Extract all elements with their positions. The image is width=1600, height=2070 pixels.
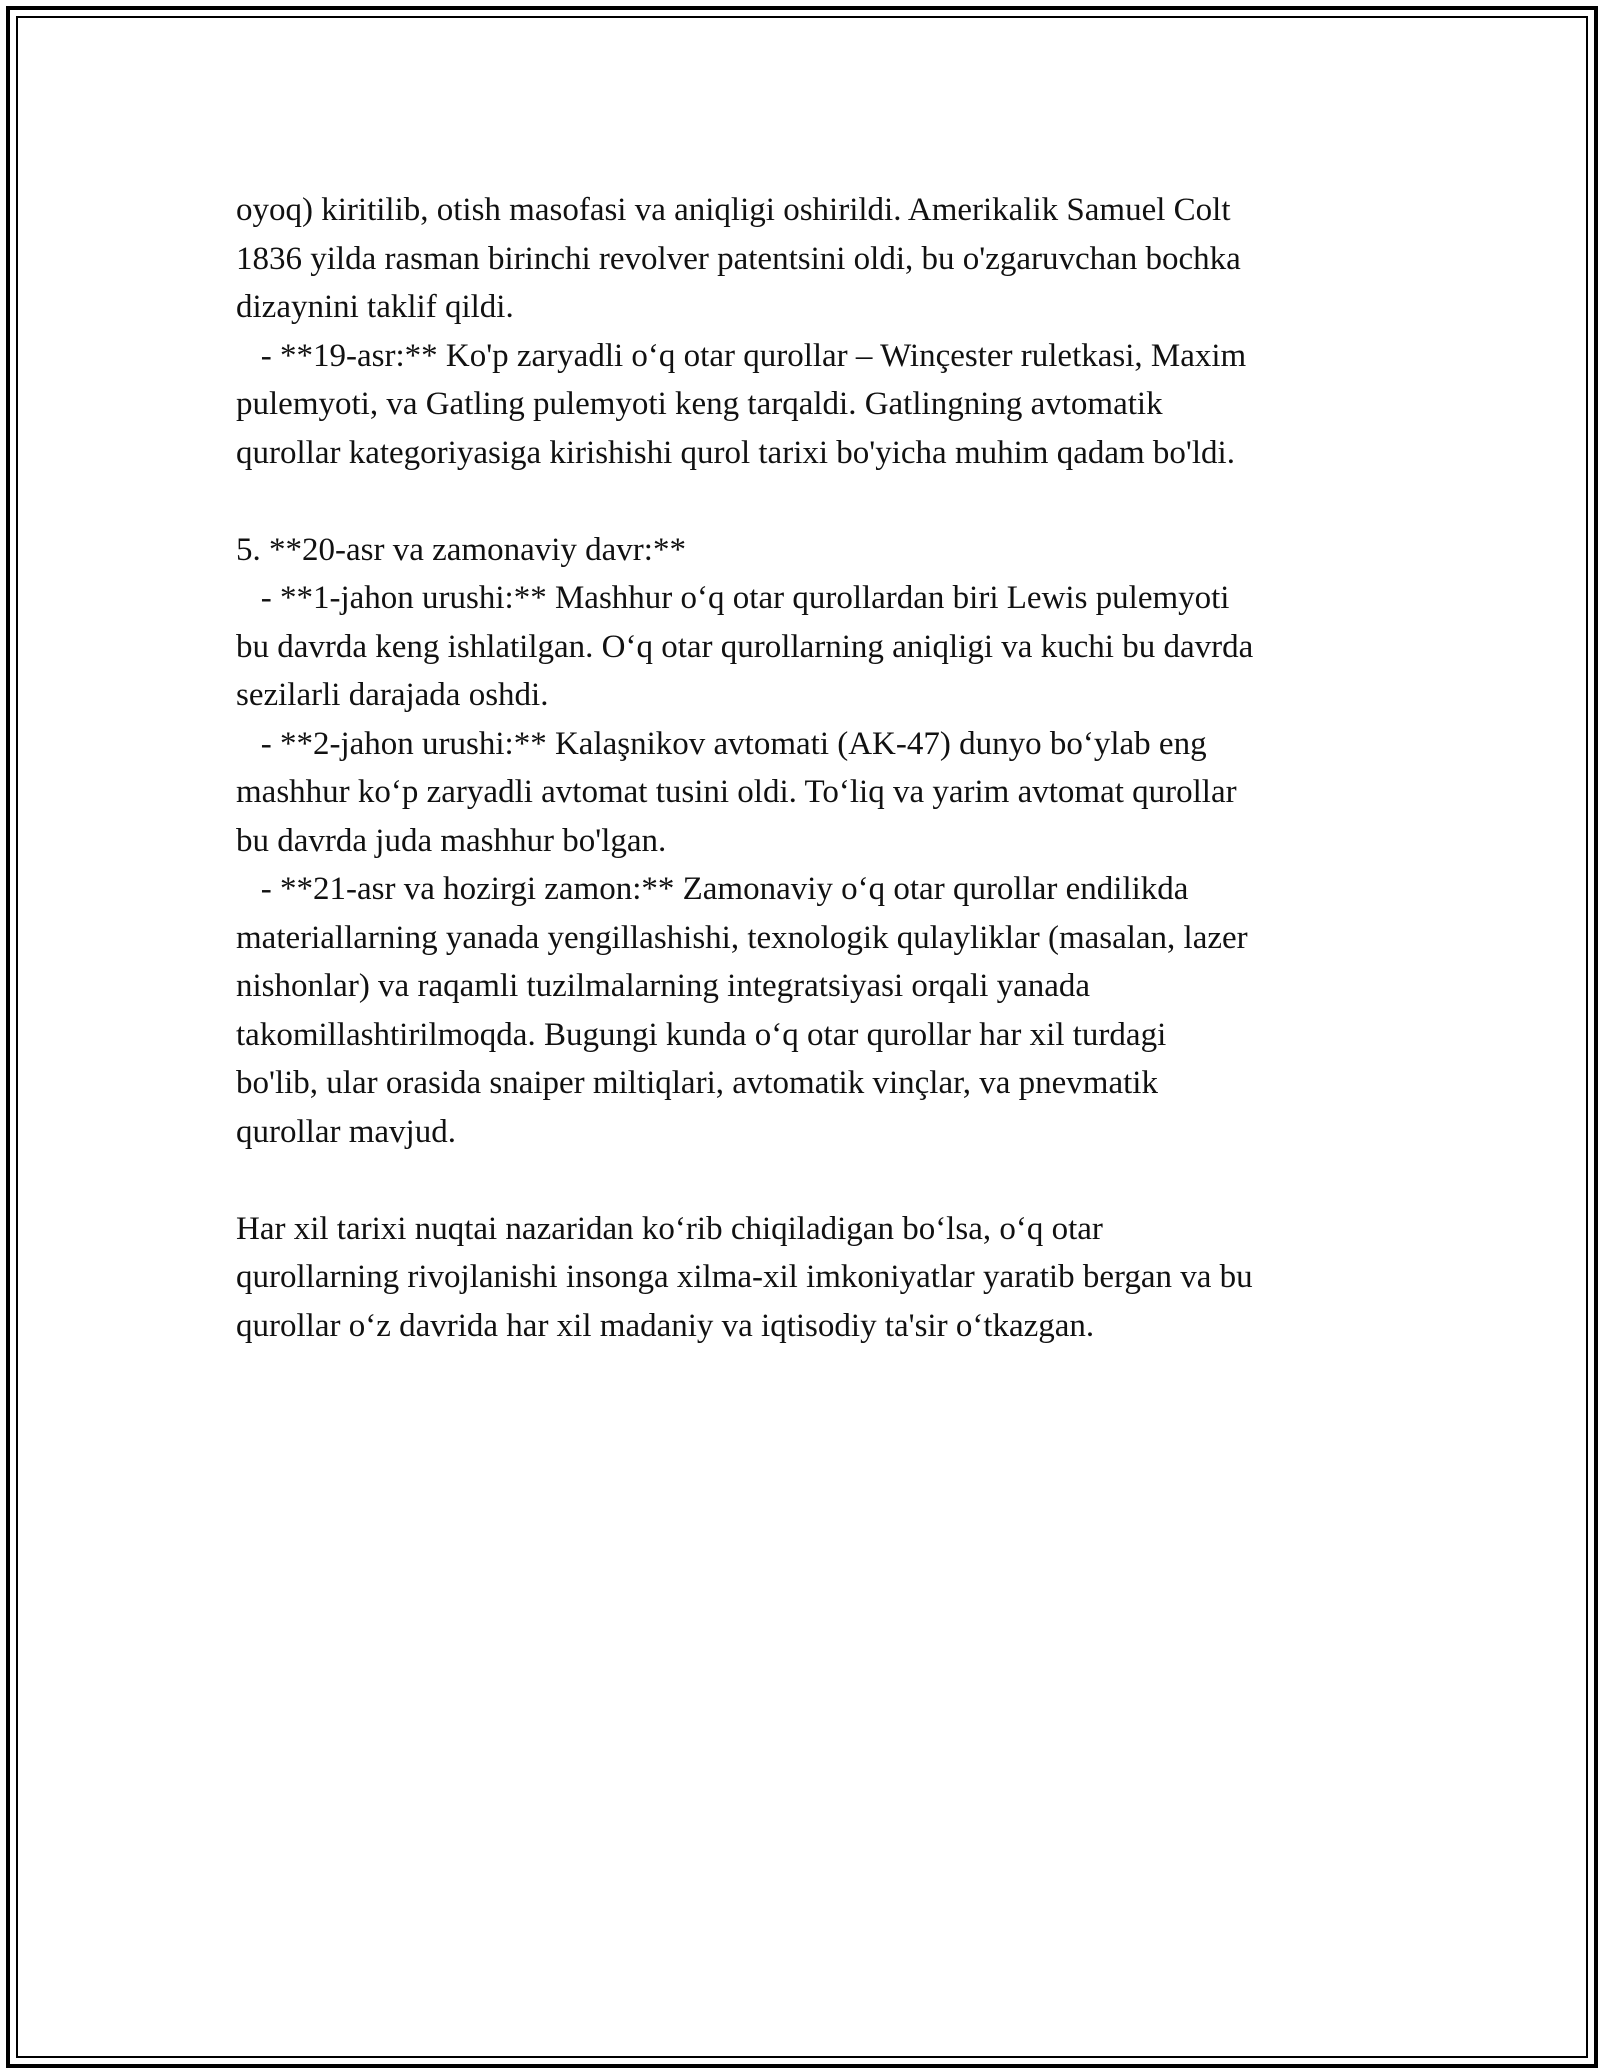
text-line: qurollarning rivojlanishi insonga xilma-xil imkoniyatlar yaratib bergan va bu	[236, 1259, 1253, 1295]
section-heading: 5. **20-asr va zamonaviy davr:**	[236, 531, 686, 568]
text-line: - **19-asr:** Ko'p zaryadli oʻq otar qurollar – Winçester ruletkasi, Maxim	[236, 337, 1247, 374]
document-body	[236, 186, 1396, 1350]
text-line: 1836 yilda rasman birinchi revolver patentsini oldi, bu o'zgaruvchan bochka	[236, 240, 1241, 277]
text-line: bo'lib, ular orasida snaiper miltiqlari, avtomatik vinçlar, va pnevmatik	[236, 1065, 1158, 1101]
text-line: nishonlar) va raqamli tuzilmalarning integratsiyasi orqali yanada	[236, 968, 1091, 1004]
text-line: pulemyoti, va Gatling pulemyoti keng tarqaldi. Gatlingning avtomatik	[236, 386, 1163, 422]
text-line: qurollar kategoriyasiga kirishishi qurol tarixi bo'yicha muhim qadam bo'ldi.	[236, 434, 1235, 471]
blank-line	[236, 477, 1396, 526]
text-line: - **21-asr va hozirgi zamon:** Zamonaviy oʻq otar qurollar endilikda	[236, 871, 1189, 907]
text-line: qurollar mavjud.	[236, 1113, 456, 1150]
text-line: oyoq) kiritilib, otish masofasi va aniqligi oshirildi. Amerikalik Samuel Colt	[236, 192, 1231, 228]
text-line: bu davrda keng ishlatilgan. Oʻq otar qurollarning aniqligi va kuchi bu davrda	[236, 628, 1254, 665]
text-line: sezilarli darajada oshdi.	[236, 677, 549, 713]
text-line: qurollar oʻz davrida har xil madaniy va iqtisodiy ta'sir oʻtkazgan.	[236, 1307, 1095, 1344]
text-line: Har xil tarixi nuqtai nazaridan koʻrib chiqiladigan boʻlsa, oʻq otar	[236, 1210, 1103, 1247]
text-line: mashhur koʻp zaryadli avtomat tusini oldi. Toʻliq va yarim avtomat qurollar	[236, 774, 1237, 810]
blank-line	[236, 1156, 1396, 1205]
text-line: takomillashtirilmoqda. Bugungi kunda oʻq otar qurollar har xil turdagi	[236, 1016, 1167, 1053]
text-line: - **1-jahon urushi:** Mashhur oʻq otar qurollardan biri Lewis pulemyoti	[236, 580, 1230, 616]
text-line: materiallarning yanada yengillashishi, texnologik qulayliklar (masalan, lazer	[236, 919, 1248, 956]
text-line: - **2-jahon urushi:** Kalaşnikov avtomati (AK-47) dunyo boʻylab eng	[236, 725, 1207, 762]
text-line: dizaynini taklif qildi.	[236, 289, 514, 325]
text-line: bu davrda juda mashhur bo'lgan.	[236, 822, 667, 859]
